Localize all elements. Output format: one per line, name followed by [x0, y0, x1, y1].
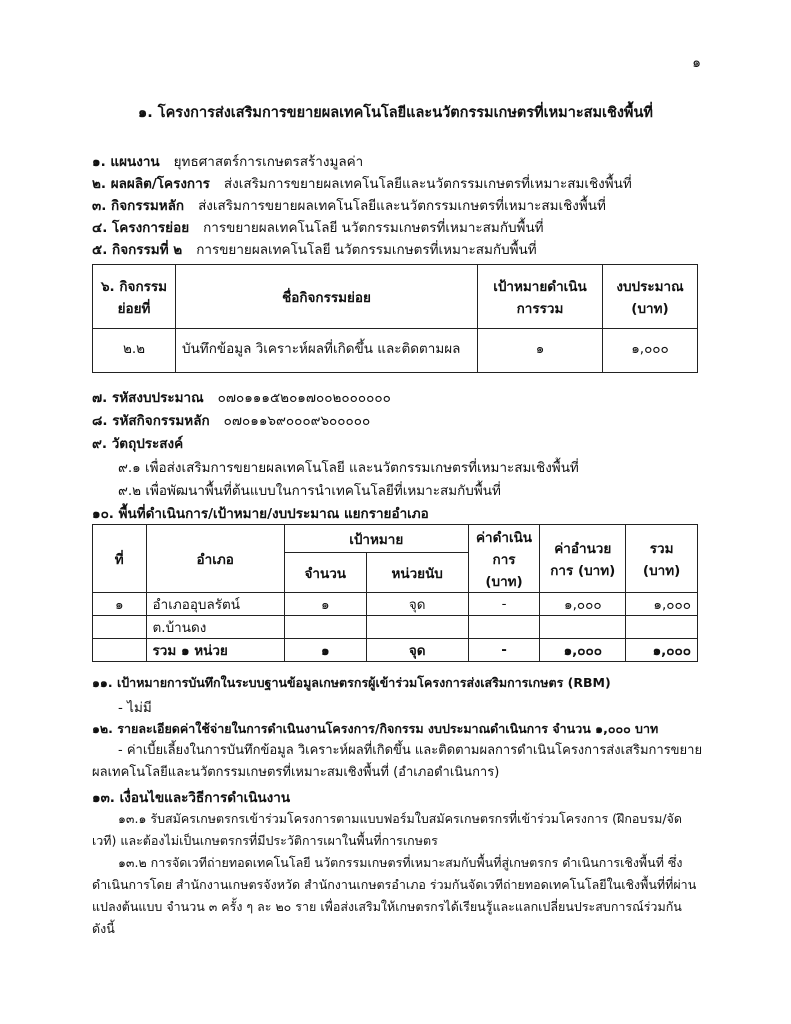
document-title: ๑. โครงการส่งเสริมการขยายผลเทคโนโลยีและนวัตกรรมเกษตรที่เหมาะสมเชิงพื้นที่ [138, 105, 653, 121]
cell-op-cost [468, 616, 540, 639]
header-item-sub-project [92, 216, 544, 238]
rbm-value: - ไม่มี [118, 700, 152, 716]
col-header-district: อำเภอ [146, 525, 284, 593]
main-activity-code [92, 409, 370, 431]
table-row [93, 593, 698, 616]
total-row [93, 639, 698, 662]
cell-unit: จุด [366, 593, 468, 616]
header-item-label: ๔. โครงการย่อย [92, 220, 190, 236]
objective-item: ๙.๒ เพื่อพัฒนาพื้นที่ต้นแบบในการนำเทคโนโลยีที่เหมาะสมกับพื้นที่ [118, 483, 501, 499]
cell-no: ๒.๒ [93, 329, 176, 373]
expense-text: - ค่าเบี้ยเลี้ยงในการบันทึกข้อมูล วิเคราะห์ผลที่เกิดขึ้น และติดตามผลการดำเนินโครงการส่งเสริมการขยายผลเทคโนโลยีและนวัตกรรมเกษตรที่เหมาะสมเชิงพื้นที่ (อำเภอดำเนินการ) [92, 743, 703, 780]
header-item-main-activity [92, 194, 606, 216]
cell-budget: ๑,๐๐๐ [603, 329, 698, 373]
col-header-unit: หน่วยนับ [366, 553, 468, 593]
cell-target: ๑ [478, 329, 603, 373]
condition-item: ๑๓.๒ การจัดเวทีถ่ายทอดเทคโนโลยี นวัตกรรมเกษตรที่เหมาะสมกับพื้นที่สู่เกษตรกร ดำเนินการเชิงพื้นที่ ซึ่งดำเนินการโดย สำนักงานเกษตรจังหวัด สำนักงานเกษตรอำเภอ ร่วมกันจัดเวทีถ่ายทอดเทคโนโลยีในเชิงพื้นที่ที่ผ่านแปลงต้นแบบ จำนวน ๓ ครั้ง ๆ ละ ๒๐ ราย เพื่อส่งเสริมให้เกษตรกรได้เรียนรู้และแลกเปลี่ยนประสบการณ์ร่วมกัน ดังนี้ [92, 855, 697, 936]
col-header-target: เป้าหมายดำเนินการรวม [478, 265, 603, 329]
cell-facil-cost [540, 616, 626, 639]
page-number: ๑ [692, 55, 701, 71]
budget-code-label: ๗. รหัสงบประมาณ [92, 390, 204, 406]
total-op-cost: - [468, 639, 540, 662]
col-header-no: ที่ [93, 525, 147, 593]
cell-no: ๑ [93, 593, 147, 616]
header-item-label: ๒. ผลผลิต/โครงการ [92, 176, 210, 192]
area-heading: ๑๐. พื้นที่ดำเนินการ/เป้าหมาย/งบประมาณ แยกรายอำเภอ [92, 506, 429, 522]
col-header-budget: งบประมาณ (บาท) [603, 265, 698, 329]
objectives-heading: ๙. วัตถุประสงค์ [92, 436, 184, 452]
header-item-plan [92, 150, 363, 172]
cell-no [93, 616, 147, 639]
main-activity-code-value: ๐๗๐๑๑๖๙๐๐๐๙๖๐๐๐๐๐ [223, 413, 371, 429]
col-header-total: รวม (บาท) [626, 525, 698, 593]
total-facil-cost: ๑,๐๐๐ [540, 639, 626, 662]
col-header-facil-cost: ค่าอำนวยการ (บาท) [540, 525, 626, 593]
cell-op-cost: - [468, 593, 540, 616]
cell-amount [284, 616, 366, 639]
header-item-value: ยุทธศาสตร์การเกษตรสร้างมูลค่า [173, 154, 364, 170]
header-item-value: ส่งเสริมการขยายผลเทคโนโลยีและนวัตกรรมเกษตรที่เหมาะสมเชิงพื้นที่ [223, 176, 632, 192]
col-header-op-cost: ค่าดำเนินการ (บาท) [468, 525, 540, 593]
cell-district: อำเภออุบลรัตน์ [146, 593, 284, 616]
expense-heading: ๑๒. รายละเอียดค่าใช้จ่ายในการดำเนินงานโครงการ/กิจกรรม งบประมาณดำเนินการ จำนวน ๑,๐๐๐ บาท [92, 721, 659, 736]
table-row [93, 329, 698, 373]
cell-facil-cost: ๑,๐๐๐ [540, 593, 626, 616]
cell-total: ๑,๐๐๐ [626, 593, 698, 616]
header-item-output [92, 172, 632, 194]
cell-name: บันทึกข้อมูล วิเคราะห์ผลที่เกิดขึ้น และติดตามผล [176, 329, 478, 373]
total-sum: ๑,๐๐๐ [626, 639, 698, 662]
budget-code [92, 386, 391, 408]
table-row [93, 616, 698, 639]
cell-amount: ๑ [284, 593, 366, 616]
condition-item: ๑๓.๑ รับสมัครเกษตรกรเข้าร่วมโครงการตามแบบฟอร์มใบสมัครเกษตรกรที่เข้าร่วมโครงการ (ฝึกอบรม/จัดเวที) และต้องไม่เป็นเกษตรกรที่มีประวัติการเผาในพื้นที่การเกษตร [92, 811, 682, 848]
cell-unit [366, 616, 468, 639]
total-unit: จุด [366, 639, 468, 662]
col-header-amount: จำนวน [284, 553, 366, 593]
cell-district: ต.บ้านดง [146, 616, 284, 639]
header-item-value: การขยายผลเทคโนโลยี นวัตกรรมเกษตรที่เหมาะสมกับพื้นที่ [203, 220, 544, 236]
total-amount: ๑ [284, 639, 366, 662]
cell-total [626, 616, 698, 639]
rbm-heading: ๑๑. เป้าหมายการบันทึกในระบบฐานข้อมูลเกษตรกรผู้เข้าร่วมโครงการส่งเสริมการเกษตร (RBM) [92, 675, 611, 690]
header-item-label: ๑. แผนงาน [92, 154, 160, 170]
header-item-value: การขยายผลเทคโนโลยี นวัตกรรมเกษตรที่เหมาะสมกับพื้นที่ [196, 242, 537, 258]
header-item-value: ส่งเสริมการขยายผลเทคโนโลยีและนวัตกรรมเกษตรที่เหมาะสมเชิงพื้นที่ [198, 198, 606, 214]
col-header-no: ๖. กิจกรรมย่อยที่ [93, 265, 176, 329]
total-label: รวม ๑ หน่วย [146, 639, 284, 662]
sub-activity-table [92, 264, 698, 373]
header-item-label: ๕. กิจกรรมที่ ๒ [92, 242, 183, 258]
header-item-label: ๓. กิจกรรมหลัก [92, 198, 185, 214]
col-header-name: ชื่อกิจกรรมย่อย [176, 265, 478, 329]
budget-code-value: ๐๗๐๑๑๑๕๒๐๑๗๐๐๒๐๐๐๐๐๐ [217, 390, 391, 406]
header-item-activity [92, 238, 537, 260]
main-activity-code-label: ๘. รหัสกิจกรรมหลัก [92, 413, 210, 429]
objective-item: ๙.๑ เพื่อส่งเสริมการขยายผลเทคโนโลยี และนวัตกรรมเกษตรที่เหมาะสมเชิงพื้นที่ [118, 460, 579, 476]
conditions-heading: ๑๓. เงื่อนไขและวิธีการดำเนินงาน [92, 790, 291, 806]
area-table [92, 524, 698, 662]
col-header-target: เป้าหมาย [284, 525, 468, 553]
